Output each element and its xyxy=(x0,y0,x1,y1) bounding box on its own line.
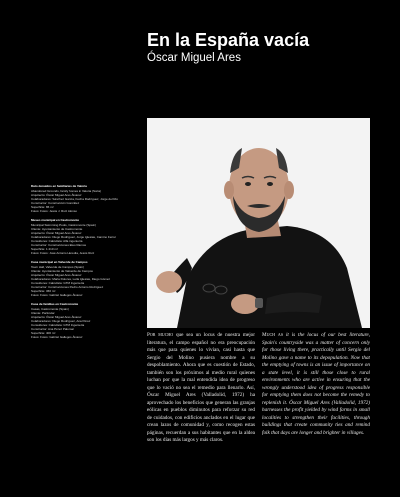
lead-in-spanish: Por mucho xyxy=(147,332,174,338)
credit-line: Casas, Castromonte (Spain) xyxy=(31,307,69,311)
credit-line: Cliente: Particular xyxy=(31,311,55,315)
credit-line: Municipal Swimming Pools, Castromonte (Spain) xyxy=(31,223,97,227)
architect-portrait xyxy=(147,118,370,328)
credit-block xyxy=(31,302,137,339)
credit-line: Consultores: Calculista: GTM Ingeniería xyxy=(31,323,85,327)
credit-line: Constructor: Construcción González xyxy=(31,201,80,205)
credit-line: Arquitecto: Óscar Miguel Ares Álvarez xyxy=(31,231,82,235)
credit-line: Constructor: Construcciones Eleo Ramos xyxy=(31,243,87,247)
credit-block xyxy=(31,218,137,255)
credit-line: Fotos: Fotos: José Antonio Heredia, Jesús Ruiz xyxy=(31,251,95,255)
credit-title: Museo municipal en Castromonte xyxy=(31,218,80,222)
credit-line: Town Hall, Valverde de Campos (Spain) xyxy=(31,265,84,269)
credit-line: Constructor: Ana Pérez Palomar xyxy=(31,327,75,331)
body-text-spanish xyxy=(147,332,255,492)
credit-title: Dato denuidos en familiaries de Valoria xyxy=(31,184,87,188)
credit-block xyxy=(31,184,137,213)
credit-block xyxy=(31,260,137,297)
credit-line: Cliente: Ayuntamiento de Castromonte xyxy=(31,227,83,231)
portrait-illustration xyxy=(147,118,370,328)
credit-line: Colaboradores: Sánchez García, Fecha Rodríguez, Jorge del Río xyxy=(31,197,119,201)
credit-line: Fotos: Fotos: Gabriel Gallegos Álvarez xyxy=(31,293,83,297)
credit-line: Superficie: 366 m² xyxy=(31,289,56,293)
credit-line: Constructor: Construcciones Pedro Antonio Rodríguez xyxy=(31,285,104,289)
credit-line: Superficie: 400 m² xyxy=(31,331,56,335)
project-credits xyxy=(31,184,137,489)
credit-line: Abandoned Grounds, family homes in Valoria (Soria) xyxy=(31,189,101,193)
body-text-english xyxy=(262,332,370,492)
credit-line: Fotos: Fotos: Jesús J. Ruiz Alonso xyxy=(31,209,78,213)
article-title: En la España vacía xyxy=(147,30,310,50)
credit-line: Arquitecto: Óscar Miguel Ares Álvarez xyxy=(31,315,82,319)
body-text-english-content: it is the locus of our best literature, Spain's countryside was a matter of concern only for those living there, practically until Sergio del Molino gave a name to its depopulation. Now that the emptying of towns is an issue of importance on a state level, it is still those close to rural environments who are active in ensuring that the wrongly understood idea of progress responsible for emptying them does not become the remedy to replenish it. Óscar Miguel Ares (Valladolid, 1972) harnesses the profit yielded by wind farms in small localities to strengthen their facilities, through buildings that create community ties and remind folk that days are longer and brighter in villages. xyxy=(262,332,370,436)
credit-line: Consultores: Calculista: GTM Ingeniería xyxy=(31,281,85,285)
credit-line: Superficie: 1 210 m² xyxy=(31,247,58,251)
credit-line: Arquitecto: Óscar Miguel Ares Álvarez xyxy=(31,273,82,277)
lead-in-english: Much as xyxy=(262,332,284,338)
credit-title: Casa municipal en Valverde de Campos xyxy=(31,260,88,264)
article-author: Óscar Miguel Ares xyxy=(147,52,241,64)
credit-line: Colaboradores: Maria Dolores, Leila Iglesias, Diego Gómez xyxy=(31,277,111,281)
credit-line: Cliente: Ayuntamiento de Valverde de Campos xyxy=(31,269,93,273)
credit-line: Colaboradores: Diego Rodríguez, Ana Pérez xyxy=(31,319,91,323)
credit-line: Colaboradores: Diego Rodríguez, Jorge Iglesias, Camino Ferrer xyxy=(31,235,117,239)
body-text-spanish-content: que sea un locus de nuestra mejor literatura, el campo español no era preocupación más que para quienes lo vivían, casi hasta que Sergio del Molino pusiera nombre a su despoblamiento. Ahora que es cuestión de Estado, también son los próximos al medio rural quienes luchan por que la mal entendida idea de progreso que lo vació no sea el remedio para llenarlo. Así, Óscar Miguel Ares (Valladolid, 1972) ha aprovechado los beneficios que generan las granjas eólicas en pueblos diminutos para reforzar su red de cuidados, con edificios anclados en el lugar que crean lazos de comunidad y, como recogen estas páginas, recuerdan a sus habitantes que en la aldea son los días más largos y más claros. xyxy=(147,332,255,443)
credit-line: Consultores: Calculista: Alfa ingeniería xyxy=(31,239,83,243)
credit-line: Superficie: 86 m² xyxy=(31,205,54,209)
credit-title: Casa de familias en Castromonte xyxy=(31,302,79,306)
credit-line: Fotos: Fotos: Gabriel Gallegos Álvarez xyxy=(31,335,83,339)
credit-line: Arquitecto: Óscar Miguel Ares Álvarez xyxy=(31,193,82,197)
